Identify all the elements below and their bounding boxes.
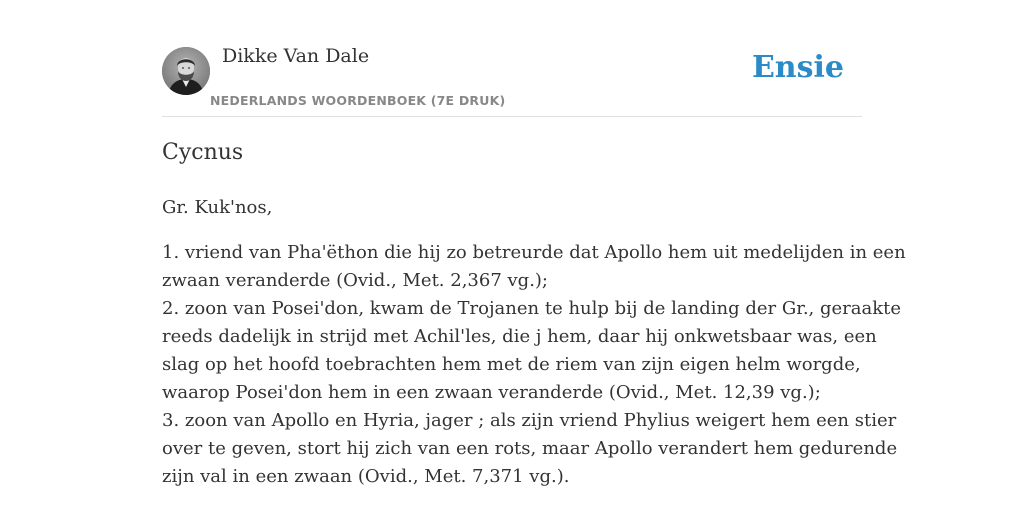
dictionary-source[interactable]: NEDERLANDS WOORDENBOEK (7E DRUK) — [210, 93, 506, 108]
definition-item — [162, 407, 898, 491]
ensie-logo[interactable]: Ensie — [751, 50, 844, 85]
entry-title: Cycnus — [162, 140, 244, 165]
definition-line: zijn val in een zwaan (Ovid., Met. 7,371 vg.). — [162, 466, 570, 487]
portrait-image — [162, 47, 210, 95]
entry-header — [162, 0, 862, 117]
definition-line: reeds dadelijk in strijd met Achil'les, die j hem, daar hij onkwetsbaar was, een — [162, 326, 877, 347]
definition-line: slag op het hoofd toebrachten hem met de riem van zijn eigen helm worgde, — [162, 354, 861, 375]
definition-line: over te geven, stort hij zich van een rots, maar Apollo verandert hem gedurende — [162, 438, 898, 459]
definition-line: 1. vriend van Pha'ëthon die hij zo betreurde dat Apollo hem uit medelijden in een — [162, 242, 906, 263]
definition-list — [162, 239, 906, 491]
definition-line: 2. zoon van Posei'don, kwam de Trojanen te hulp bij de landing der Gr., geraakte — [162, 298, 902, 319]
entry-card — [162, 0, 906, 512]
entry-intro: Gr. Kuk'nos, — [162, 197, 273, 218]
author-name[interactable]: Dikke Van Dale — [222, 45, 370, 67]
definition-line: 3. zoon van Apollo en Hyria, jager ; als zijn vriend Phylius weigert hem een stier — [162, 410, 897, 431]
definition-item — [162, 239, 906, 295]
author-avatar[interactable] — [162, 47, 210, 95]
definition-line: zwaan veranderde (Ovid., Met. 2,367 vg.); — [162, 270, 548, 291]
definition-line: waarop Posei'don hem in een zwaan veranderde (Ovid., Met. 12,39 vg.); — [162, 382, 821, 403]
definition-item — [162, 295, 902, 407]
